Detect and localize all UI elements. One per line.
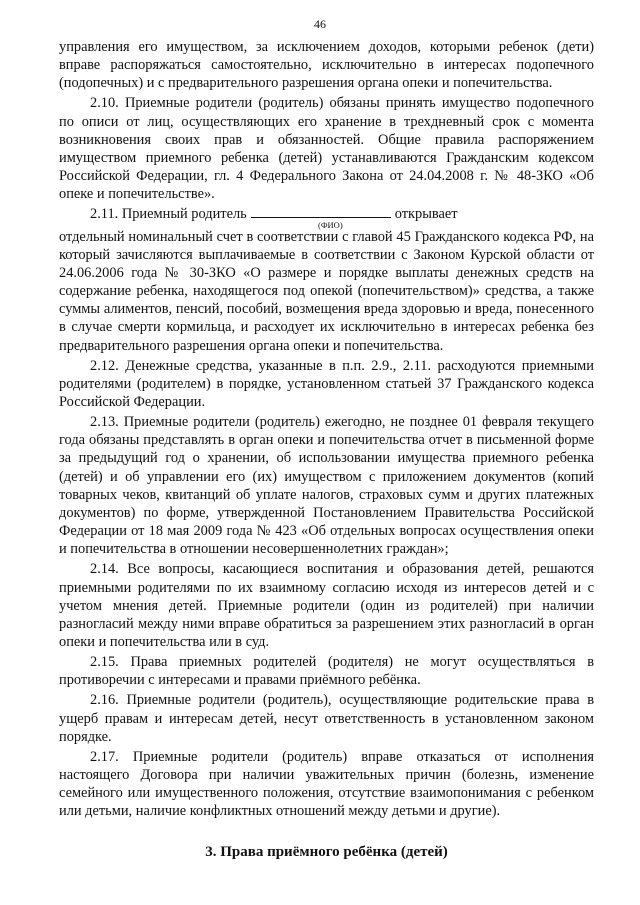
fio-label: (ФИО) [318, 219, 343, 230]
paragraph-2-14: 2.14. Все вопросы, касающиеся воспитания и образования детей, решаются приемными родителями по их взаимному согласию исходя из интересов детей и с учетом мнения детей. Приемные родители (один из родителей) при наличии разногласий между ними вправе обратиться за разрешением этих разногласий в орган опеки и попечительства или в суд. [59, 561, 594, 650]
section-title: 3. Права приёмного ребёнка (детей) [205, 843, 448, 860]
document-body [59, 38, 594, 861]
paragraph-2-17: 2.17. Приемные родители (родитель) вправе отказаться от исполнения настоящего Договора при наличии уважительных причин (болезнь, изменение семейного или имущественного положения, отсутствие взаимопонимания с ребенком или детьми, наличие конфликтных отношений между детьми и другие). [59, 748, 594, 820]
clause-2-11-prefix: 2.11. Приемный родитель [90, 206, 247, 223]
paragraph-2-10: 2.10. Приемные родители (родитель) обязаны принять имущество подопечного по описи от лиц, осуществляющих его хранение в трехдневный срок с момента возникновения своих прав и обязанностей. Общие правила распоряжением имуществом приемного ребенка (детей) устанавливаются Гражданским кодексом Российской Федерации, гл. 4 Федерального Закона от 24.04.2008 г. № 48-ЗКО «Об опеке и попечительстве». [59, 95, 594, 203]
clause-2-11-suffix: открывает [394, 206, 458, 223]
paragraph-continuation: управления его имуществом, за исключением доходов, которыми ребенок (дети) вправе распоряжаться самостоятельно, исключительно в интересах подопечного (подопечных) и с предварительного разрешения органа опеки и попечительства. [59, 39, 594, 92]
paragraph-2-13: 2.13. Приемные родители (родитель) ежегодно, не позднее 01 февраля текущего года обязаны представлять в орган опеки и попечительства отчет в письменной форме за предыдущий год о хранении, об использовании имущества приемного ребенка (детей) и об управлении его (их) имуществом с приложением документов (копий товарных чеков, квитанций об уплате налогов, страховых сумм и других платежных документов) по форме, утвержденной Постановлением Правительства Российской Федерации от 18 мая 2009 года № 423 «Об отдельных вопросах осуществления опеки и попечительства в отношении несовершеннолетних граждан»; [59, 414, 594, 558]
paragraph-2-11-body: отдельный номинальный счет в соответствии с главой 45 Гражданского кодекса РФ, на который зачисляются выплачиваемые в соответствии с Законом Курской области от 24.06.2006 года № 30-ЗКО «О размере и порядке выплаты денежных средств на содержание ребенка, находящегося под опекой (попечительством)» средства, а также суммы алиментов, пенсий, пособий, возмещения вреда здоровью и вреда, понесенного в случае смерти кормильца, и расходует их исключительно в интересах ребенка без предварительного разрешения органа опеки и попечительства. [59, 228, 594, 354]
fio-blank-line [251, 206, 391, 218]
paragraph-2-16: 2.16. Приемные родители (родитель), осуществляющие родительские права в ущерб правам и интересам детей, несут ответственность в установленном законом порядке. [59, 692, 594, 745]
paragraph-2-15: 2.15. Права приемных родителей (родителя) не могут осуществляться в противоречии с интересами и правами приёмного ребёнка. [59, 654, 594, 689]
page-number: 46 [314, 17, 326, 31]
paragraph-2-12: 2.12. Денежные средства, указанные в п.п. 2.9., 2.11. расходуются приемными родителями (родителем) в порядке, установленном статьей 37 Гражданского кодекса Российской Федерации. [59, 357, 594, 410]
